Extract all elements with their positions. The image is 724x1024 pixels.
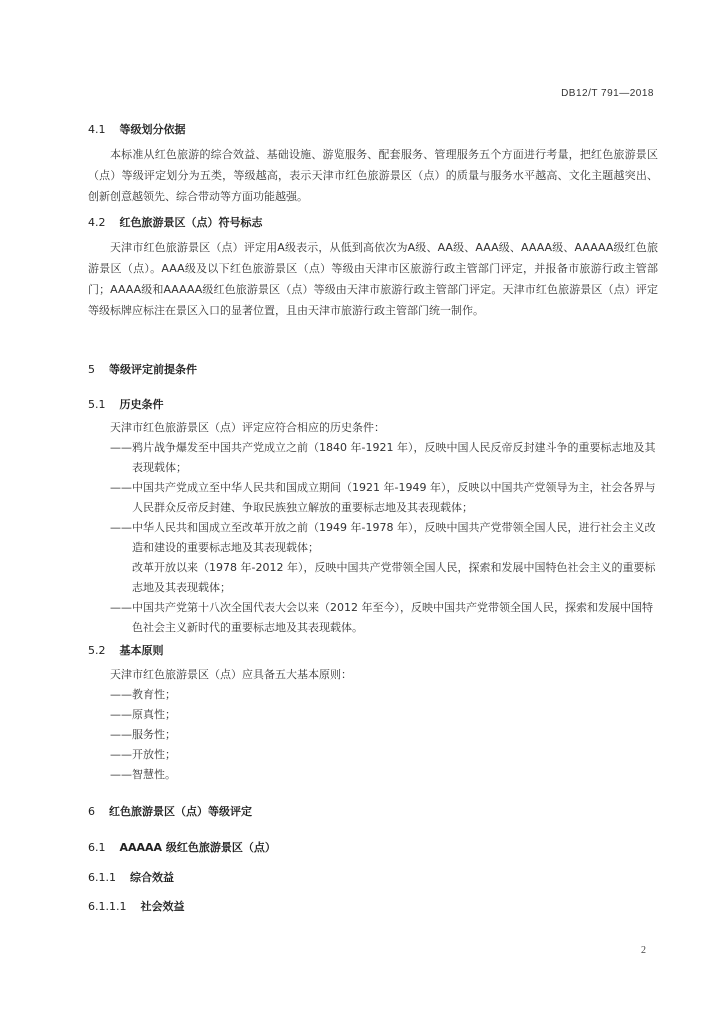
section-number: 6 <box>88 805 95 818</box>
section-heading-6 <box>88 803 252 819</box>
section-title: 社会效益 <box>140 900 185 913</box>
section-number: 4.1 <box>88 123 106 136</box>
section-number: 6.1.1 <box>88 871 116 884</box>
section-heading-4-1 <box>88 121 186 137</box>
list-item: 改革开放以来（1978 年-2012 年），反映中国共产党带领全国人民，探索和发展中国特色社会主义的重要标志地及其表现载体； <box>132 561 656 594</box>
list-item: ——原真性； <box>110 708 176 721</box>
section-heading-4-2 <box>88 214 263 230</box>
page-number: 2 <box>641 945 646 956</box>
section-number: 5.2 <box>88 644 106 657</box>
list-item: ——教育性； <box>110 688 176 701</box>
section-heading-6-1 <box>88 839 276 855</box>
list-item: ——中国共产党第十八次全国代表大会以来（2012 年至今），反映中国共产党带领全国人民，探索和发展中国特色社会主义新时代的重要标志地及其表现载体。 <box>110 601 653 634</box>
list-item: ——智慧性。 <box>110 768 176 781</box>
list-item: ——服务性； <box>110 728 176 741</box>
history-conditions-list <box>110 418 658 638</box>
list-intro: 天津市红色旅游景区（点）应具备五大基本原则： <box>110 668 352 681</box>
paragraph-4-1: 本标准从红色旅游的综合效益、基础设施、游览服务、配套服务、管理服务五个方面进行考量，把红色旅游景区（点）等级评定划分为五类，等级越高，表示天津市红色旅游景区（点）的质量与服务水平越高、文化主题越突出、创新创意越领先、综合带动等方面功能越强。 <box>88 148 658 203</box>
document-id-header: DB12/T 791—2018 <box>561 88 654 99</box>
section-title: 等级评定前提条件 <box>109 363 197 376</box>
list-item: ——中国共产党成立至中华人民共和国成立期间（1921 年-1949 年），反映以中国共产党领导为主，社会各界与人民群众反帝反封建、争取民族独立解放的重要标志地及其表现载体； <box>110 481 656 514</box>
section-heading-5-1 <box>88 396 164 412</box>
paragraph-4-2: 天津市红色旅游景区（点）评定用A级表示，从低到高依次为A级、AA级、AAA级、AAAA级、AAAAA级红色旅游景区（点）。AAA级及以下红色旅游景区（点）等级由天津市区旅游行政主管部门评定，并报备市旅游行政主管部门；AAAA级和AAAAA级红色旅游景区（点）等级由天津市旅游行政主管部门评定。天津市红色旅游景区（点）评定等级标牌应标注在景区入口的显著位置，且由天津市旅游行政主管部门统一制作。 <box>88 241 658 317</box>
list-intro: 天津市红色旅游景区（点）评定应符合相应的历史条件： <box>110 421 385 434</box>
section-title: 红色旅游景区（点）符号标志 <box>119 216 263 229</box>
section-heading-6-1-1 <box>88 869 174 885</box>
section-heading-5-2 <box>88 642 164 658</box>
list-item: ——开放性； <box>110 748 176 761</box>
section-title: AAAAA 级红色旅游景区（点） <box>119 841 276 854</box>
section-title: 历史条件 <box>119 398 164 411</box>
section-number: 6.1.1.1 <box>88 900 127 913</box>
list-item: ——鸦片战争爆发至中国共产党成立之前（1840 年-1921 年），反映中国人民反帝反封建斗争的重要标志地及其表现载体； <box>110 441 656 474</box>
section-heading-6-1-1-1 <box>88 898 184 914</box>
section-title: 等级划分依据 <box>119 123 186 136</box>
section-number: 5 <box>88 363 95 376</box>
list-item: ——中华人民共和国成立至改革开放之前（1949 年-1978 年），反映中国共产党带领全国人民，进行社会主义改造和建设的重要标志地及其表现载体； <box>110 521 656 554</box>
basic-principles-list <box>110 665 658 785</box>
section-title: 基本原则 <box>119 644 164 657</box>
section-heading-5 <box>88 361 197 377</box>
section-number: 5.1 <box>88 398 106 411</box>
section-number: 6.1 <box>88 841 106 854</box>
section-title: 红色旅游景区（点）等级评定 <box>109 805 252 818</box>
section-title: 综合效益 <box>130 871 174 884</box>
section-number: 4.2 <box>88 216 106 229</box>
